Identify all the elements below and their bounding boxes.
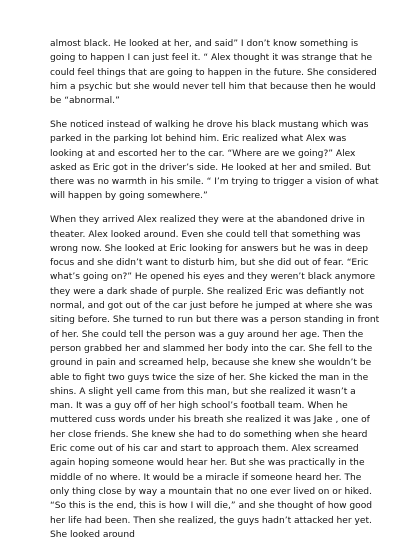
paragraph-1: almost black. He looked at her, and said” I don’t know something is going to happen I can just feel it. “ Alex thought it was strange that he could feel things that are going to happen in the future. She considered him a psychic but she would never tell him that because then he would be “abnormal.”: [50, 39, 377, 107]
document-page: [50, 37, 380, 552]
paragraph-2: She noticed instead of walking he drove his black mustang which was parked in the parking lot behind him. Eric realized what Alex was looking at and escorted her to the car. “Where are we going?” Alex asked as Eric got in the driver’s side. He looked at her and smiled. But there was no warmth in his smile. “ I’m trying to trigger a vision of what will happen by going somewhere.”: [50, 119, 379, 202]
paragraph-3: When they arrived Alex realized they were at the abandoned drive in theater. Alex looked around. Even she could tell that something was wrong now. She looked at Eric looking for answers but he was in deep focus and she didn’t want to disturb him, but she did out of fear. “Eric what’s going on?” He opened his eyes and they weren’t black anymore they were a dark shade of purple. She realized Eric was defiantly not normal, and got out of the car just before he jumped at where she was siting before. She turned to run but there was a person standing in front of her. She could tell the person was a guy around her age. Then the person grabbed her and slammed her body into the car. She fell to the ground in pain and screamed help, because she knew she wouldn’t be able to fight two guys twice the size of her. She kicked the man in the shins. A slight yell came from this man, but she realized it wasn’t a man. It was a guy off of her high school’s football team. When he muttered cuss words under his breath she realized it was Jake , one of her close friends. She knew she had to do something when she heard Eric come out of his car and start to approach them. Alex screamed again hoping someone would hear her. But she was practically in the middle of no where. It would be a miracle if someone heard her. The only thing close by way a mountain that no one ever lived on or hiked. “So this is the end, this is how I will die,” and she thought of how good her life had been. Then she realized, the guys hadn’t attacked her yet. She looked around: [50, 215, 380, 540]
